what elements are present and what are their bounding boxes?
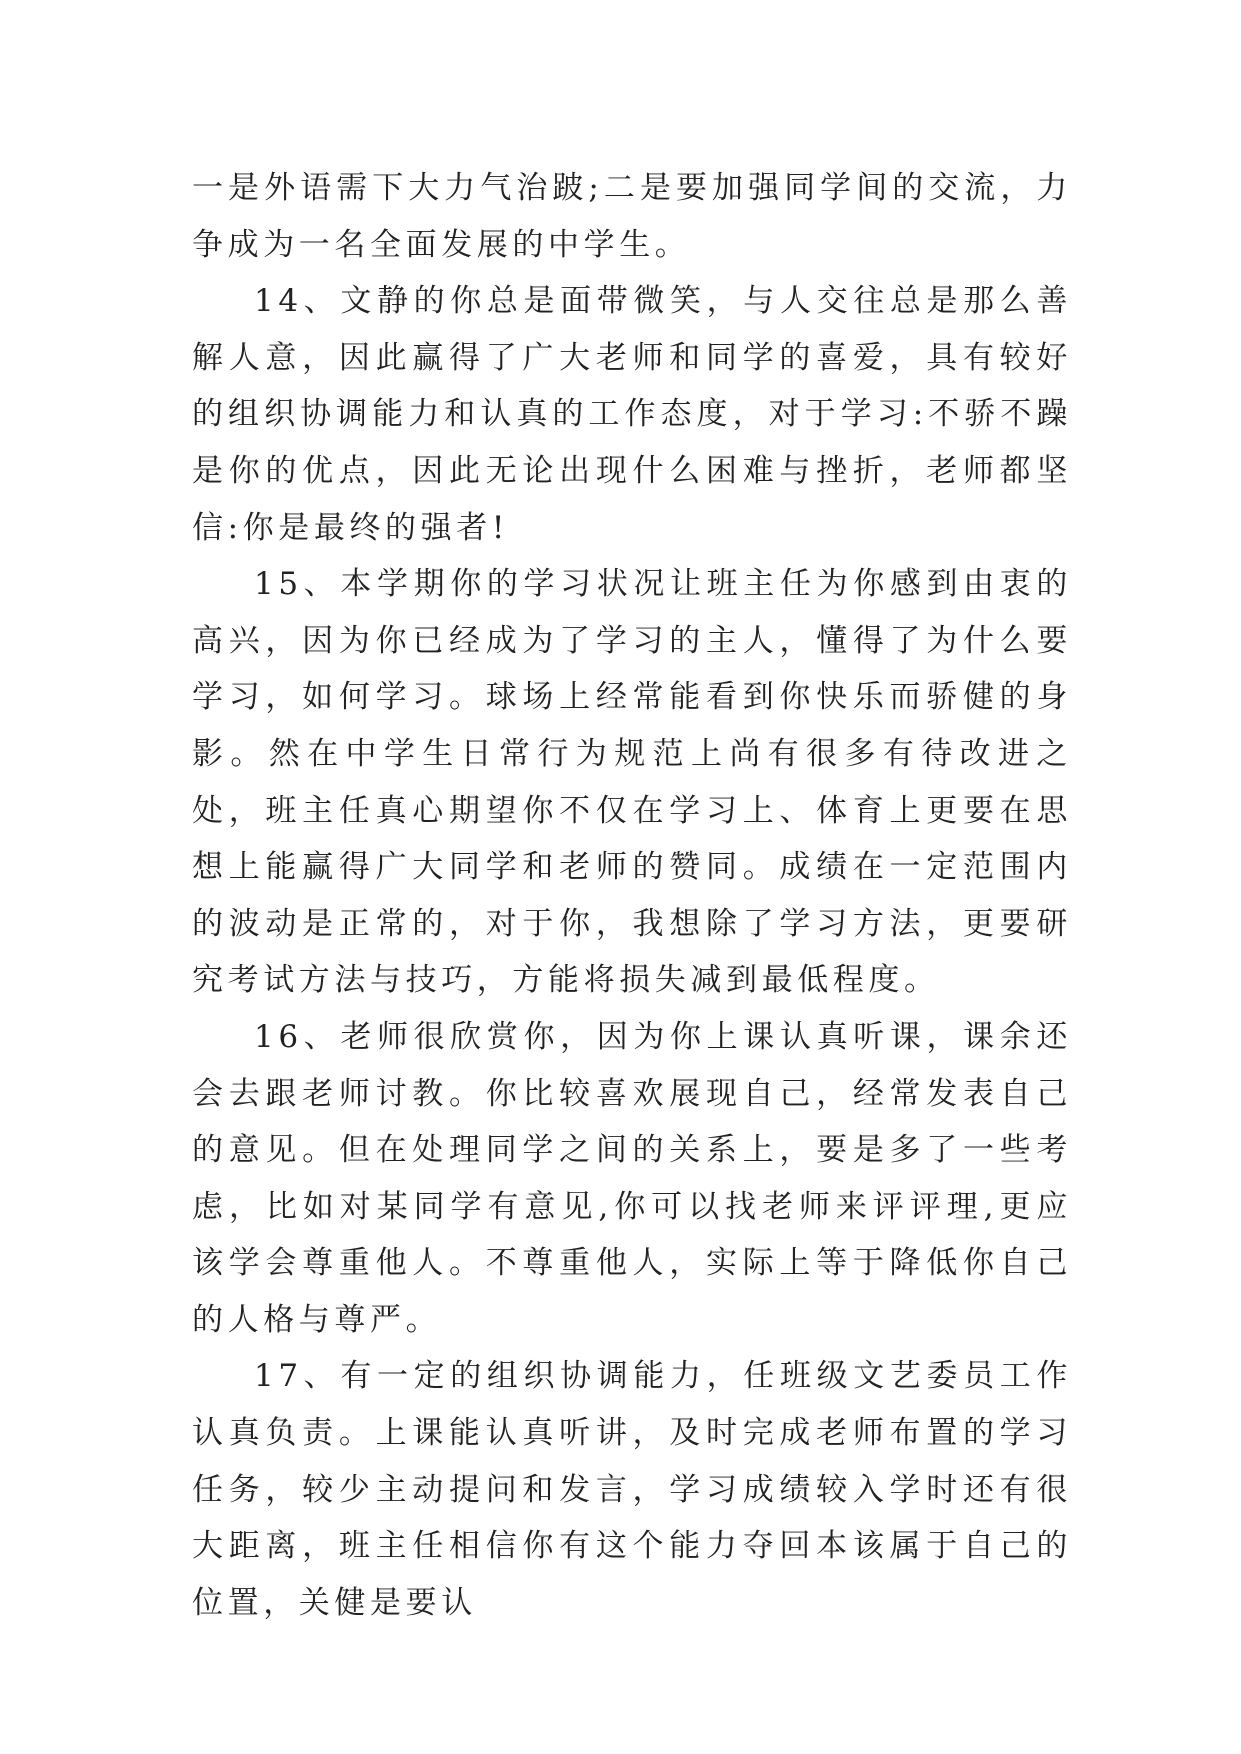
paragraph-comment-16: 16、老师很欣赏你，因为你上课认真听课，课余还会去跟老师讨教。你比较喜欢展现自己，经常发表自己的意见。但在处理同学之间的关系上，要是多了一些考虑，比如对某同学有意见,你可以找老师来评评理,更应该学会尊重他人。不尊重他人，实际上等于降低你自己的人格与尊严。 bbox=[192, 1018, 1072, 1338]
paragraph-comment-17: 17、有一定的组织协调能力，任班级文艺委员工作认真负责。上课能认真听讲，及时完成老师布置的学习任务，较少主动提问和发言，学习成绩较入学时还有很大距离，班主任相信你有这个能力夺回本该属于自己的位置，关健是要认 bbox=[192, 1358, 1072, 1621]
paragraph-comment-14: 14、文静的你总是面带微笑，与人交往总是那么善解人意，因此赢得了广大老师和同学的喜爱，具有较好的组织协调能力和认真的工作态度，对于学习:不骄不躁是你的优点，因此无论出现什么困难与挫折，老师都坚信:你是最终的强者! bbox=[192, 283, 1072, 546]
paragraph-comment-15: 15、本学期你的学习状况让班主任为你感到由衷的高兴，因为你已经成为了学习的主人，懂得了为什么要学习，如何学习。球场上经常能看到你快乐而骄健的身影。然在中学生日常行为规范上尚有很多有待改进之处，班主任真心期望你不仅在学习上、体育上更要在思想上能赢得广大同学和老师的赞同。成绩在一定范围内的波动是正常的，对于你，我想除了学习方法，更要研究考试方法与技巧，方能将损失减到最低程度。 bbox=[192, 566, 1072, 999]
paragraph-continuation: 一是外语需下大力气治跛;二是要加强同学间的交流，力争成为一名全面发展的中学生。 bbox=[192, 170, 1072, 263]
document-body bbox=[192, 160, 1072, 1631]
